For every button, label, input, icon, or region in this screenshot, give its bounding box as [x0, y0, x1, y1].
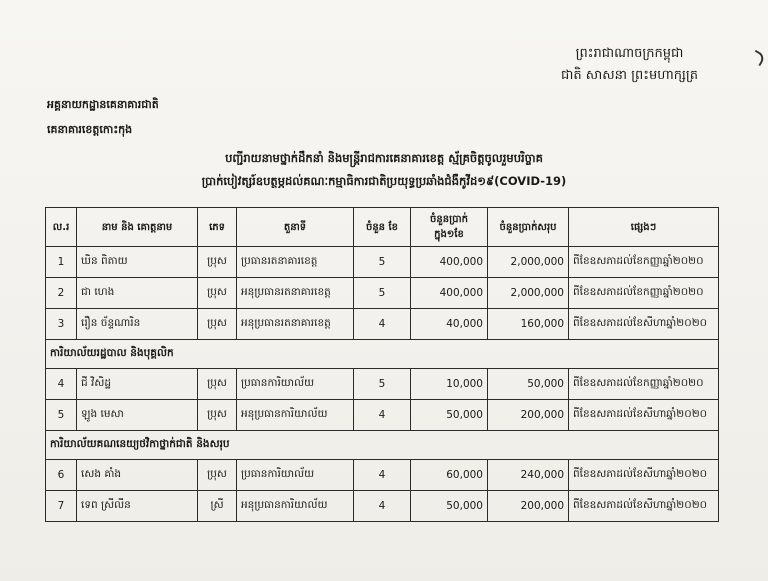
org-department: អគ្គនាយកដ្ឋានគេនាគារជាតិ	[47, 98, 159, 111]
col-no: ល.រ	[46, 208, 77, 247]
col-name: នាម និង គោត្តនាម	[77, 208, 198, 247]
cell-no: 7	[46, 491, 77, 522]
cell-name: ឃិន ពិតាយ	[77, 247, 198, 278]
cell-sex: ប្រុស	[198, 278, 237, 309]
document-title-line1: បញ្ជីរាយនាមថ្នាក់ដឹកនាំ និងមន្ត្រីរាជការគេនាគារខេត្ត ស្ម័គ្រចិត្តចូលរួមបរិច្ចាគ	[225, 151, 543, 165]
org-provincial-treasury: គេនាគារខេត្តកោះកុង	[47, 123, 133, 136]
col-remark: ផ្សេងៗ	[569, 208, 719, 247]
cell-monthly: 50,000	[411, 491, 488, 522]
col-total-amount: ចំនួនប្រាក់សរុប	[488, 208, 569, 247]
kingdom-header	[561, 43, 698, 87]
table-row	[46, 278, 719, 309]
cell-no: 6	[46, 460, 77, 491]
cell-sex: ប្រុស	[198, 460, 237, 491]
cell-name: សេង គាំង	[77, 460, 198, 491]
page-edge-mark	[750, 50, 766, 66]
cell-name: ជី វិសិដ្ឋ	[77, 369, 198, 400]
table-row	[46, 460, 719, 491]
cell-position: ប្រធានការិយាល័យ	[237, 460, 354, 491]
kingdom-title: ព្រះរាជាណាចក្រកម្ពុជា	[575, 46, 684, 61]
cell-no: 5	[46, 400, 77, 431]
cell-monthly: 400,000	[411, 247, 488, 278]
cell-remark: ពីខែឧសភាដល់ខែសីហាឆ្នាំ២០២០	[569, 400, 719, 431]
table-row	[46, 247, 719, 278]
section-row-accounting	[46, 431, 719, 460]
cell-months: 5	[354, 247, 411, 278]
cell-position: អនុប្រធានការិយាល័យ	[237, 491, 354, 522]
cell-monthly: 50,000	[411, 400, 488, 431]
cell-sex: ប្រុស	[198, 309, 237, 340]
cell-months: 4	[354, 309, 411, 340]
cell-months: 4	[354, 491, 411, 522]
col-position: តួនាទី	[237, 208, 354, 247]
cell-sex: ប្រុស	[198, 369, 237, 400]
cell-sex: ប្រុស	[198, 400, 237, 431]
cell-total: 160,000	[488, 309, 569, 340]
document-title-line2: ប្រាក់បៀវត្សរ៍ឧបត្ថម្ភដល់គណៈកម្មាធិការជាតិប្រយុទ្ធប្រឆាំងជំងឺកូវីដ១៩(COVID-19)	[201, 174, 567, 188]
cell-remark: ពីខែឧសភាដល់ខែសីហាឆ្នាំ២០២០	[569, 491, 719, 522]
cell-total: 240,000	[488, 460, 569, 491]
cell-position: អនុប្រធានរតនាគារខេត្ត	[237, 278, 354, 309]
cell-total: 200,000	[488, 491, 569, 522]
cell-total: 200,000	[488, 400, 569, 431]
cell-name: រឿន ច័ន្ទណារិន	[77, 309, 198, 340]
cell-remark: ពីខែឧសភាដល់ខែសីហាឆ្នាំ២០២០	[569, 460, 719, 491]
cell-monthly: 400,000	[411, 278, 488, 309]
cell-monthly: 10,000	[411, 369, 488, 400]
cell-monthly: 60,000	[411, 460, 488, 491]
table-row	[46, 369, 719, 400]
cell-position: អនុប្រធានការិយាល័យ	[237, 400, 354, 431]
cell-total: 50,000	[488, 369, 569, 400]
cell-total: 2,000,000	[488, 247, 569, 278]
cell-sex: ស្រី	[198, 491, 237, 522]
cell-position: ប្រធានរតនាគារខេត្ត	[237, 247, 354, 278]
table-row	[46, 400, 719, 431]
cell-position: ប្រធានការិយាល័យ	[237, 369, 354, 400]
cell-position: អនុប្រធានរតនាគារខេត្ត	[237, 309, 354, 340]
cell-monthly: 40,000	[411, 309, 488, 340]
col-monthly-amount: ចំនួនប្រាក់ ក្នុង១ខែ	[411, 208, 488, 247]
cell-name: ទេព ស្រីលីន	[77, 491, 198, 522]
cell-months: 4	[354, 460, 411, 491]
cell-remark: ពីខែឧសភាដល់ខែកញ្ញាឆ្នាំ២០២០	[569, 278, 719, 309]
cell-name: ឡូង មេសា	[77, 400, 198, 431]
table-row	[46, 491, 719, 522]
section-title-admin: ការិយាល័យរដ្ឋបាល និងបុគ្គលិក	[46, 340, 719, 369]
cell-months: 4	[354, 400, 411, 431]
section-title-accounting: ការិយាល័យគណនេយ្យថវិកាថ្នាក់ជាតិ និងសរុប	[46, 431, 719, 460]
cell-no: 1	[46, 247, 77, 278]
cell-no: 3	[46, 309, 77, 340]
cell-months: 5	[354, 369, 411, 400]
cell-total: 2,000,000	[488, 278, 569, 309]
cell-no: 4	[46, 369, 77, 400]
cell-remark: ពីខែឧសភាដល់ខែកញ្ញាឆ្នាំ២០២០	[569, 369, 719, 400]
table-row	[46, 309, 719, 340]
cell-remark: ពីខែឧសភាដល់ខែសីហាឆ្នាំ២០២០	[569, 309, 719, 340]
kingdom-motto: ជាតិ សាសនា ព្រះមហាក្សត្រ	[561, 68, 698, 83]
table-header-row	[46, 208, 719, 247]
cell-name: ជា ហេង	[77, 278, 198, 309]
cell-no: 2	[46, 278, 77, 309]
section-row-admin	[46, 340, 719, 369]
cell-remark: ពីខែឧសភាដល់ខែកញ្ញាឆ្នាំ២០២០	[569, 247, 719, 278]
donation-table	[45, 207, 719, 522]
col-months: ចំនួន ខែ	[354, 208, 411, 247]
cell-sex: ប្រុស	[198, 247, 237, 278]
cell-months: 5	[354, 278, 411, 309]
col-sex: ភេទ	[198, 208, 237, 247]
